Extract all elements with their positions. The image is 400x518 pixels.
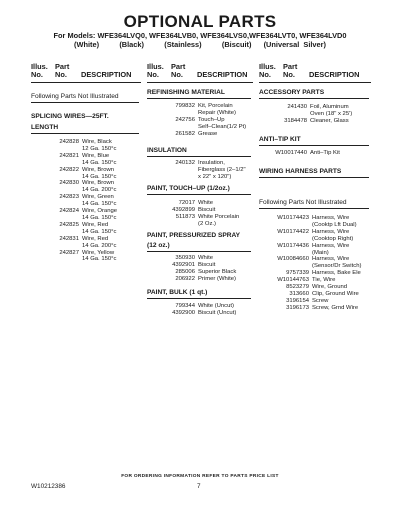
part-row	[31, 208, 141, 222]
color-list: (White) (Black) (Stainless) (Biscuit) (Universal Silver)	[74, 40, 326, 49]
part-row	[147, 303, 253, 310]
part-number: 350930	[175, 255, 195, 261]
part-row	[31, 167, 141, 181]
column-3	[259, 62, 371, 311]
part-row	[147, 160, 253, 181]
section-title-touchup: PAINT, TOUCH–UP (1/2oz.)	[147, 185, 251, 195]
part-row	[259, 284, 371, 291]
part-number: 313660	[289, 290, 309, 297]
header-illus: Illus. No.	[259, 62, 276, 80]
part-row	[31, 139, 141, 153]
not-illustrated-note: Following Parts Not Illustrated	[31, 93, 139, 103]
page-number: 7	[197, 483, 201, 490]
part-row	[31, 222, 141, 236]
part-number: W10174422	[277, 228, 309, 235]
part-row	[259, 229, 371, 243]
part-number: 3184478	[284, 117, 307, 124]
part-description: Touch–Up Self–Clean(1/2 Pt)	[198, 116, 247, 130]
part-number: 799832	[175, 103, 195, 109]
page-title: OPTIONAL PARTS	[123, 12, 277, 31]
part-number: 242827	[59, 249, 79, 256]
part-number: W10144763	[277, 277, 309, 284]
part-row	[31, 180, 141, 194]
part-row	[147, 103, 253, 117]
part-row	[259, 118, 371, 125]
part-description: Biscuit	[198, 261, 216, 268]
document-number: W10212386	[31, 483, 66, 490]
part-description: Wire, Orange 14 Ga. 150°c	[82, 208, 118, 221]
part-description: Harness, Wire (Cooktop Right)	[312, 228, 354, 242]
part-description: White	[198, 255, 214, 261]
part-description: Harness, Bake Ele	[312, 270, 361, 277]
part-row	[147, 276, 253, 283]
part-number: 285006	[175, 268, 195, 275]
part-description: Superior Black	[198, 268, 237, 275]
part-description: Tie, Wire	[312, 277, 336, 284]
part-row	[259, 298, 371, 305]
parts-list	[147, 303, 253, 317]
part-description: Wire, Yellow 14 Ga. 150°c	[82, 249, 117, 263]
column-header	[147, 63, 253, 83]
column-1	[31, 62, 141, 263]
parts-list	[259, 150, 371, 157]
part-number: 4392901	[172, 261, 195, 268]
part-row	[31, 250, 141, 264]
parts-list	[147, 160, 253, 181]
part-description: Harness, Wire (Sensor/Dr Switch)	[312, 256, 362, 270]
part-description: White Porcelain (2 Oz.)	[198, 213, 240, 227]
header-part: Part No.	[55, 62, 70, 80]
part-number: 242756	[175, 116, 195, 123]
part-description: Wire, Black 12 Ga. 150°c	[82, 139, 117, 152]
part-row	[259, 277, 371, 284]
header-illus: Illus. No.	[147, 62, 164, 80]
section-title-accessory: ACCESSORY PARTS	[259, 89, 369, 99]
part-number: 4392899	[172, 206, 195, 213]
part-number: 242821	[59, 152, 79, 159]
parts-list	[31, 139, 141, 263]
part-description: Screw	[312, 297, 329, 304]
part-row	[259, 305, 371, 312]
part-number: 206922	[175, 275, 195, 282]
part-number: 3196173	[286, 304, 309, 311]
part-description: Insulation, Fiberglass (2–1/2" x 22" x 120")	[198, 160, 246, 180]
part-row	[147, 200, 253, 207]
column-header	[31, 63, 141, 83]
section-title-refinishing: REFINISHING MATERIAL	[147, 89, 251, 99]
part-description: Wire, Ground	[312, 284, 348, 291]
part-description: Harness, Wire (Cooktp Lft Dual)	[312, 215, 357, 228]
part-row	[259, 270, 371, 277]
part-description: Kit, Porcelain Repair (White)	[198, 103, 236, 116]
part-description: Clip, Ground Wire	[312, 290, 359, 297]
section-title-splicing-length: LENGTH	[31, 124, 139, 134]
parts-list	[147, 255, 253, 283]
parts-list	[259, 215, 371, 312]
section-title-harness: WIRING HARNESS PARTS	[259, 168, 369, 178]
part-number: 9757339	[286, 270, 309, 277]
part-description: Wire, Red 14 Ga. 200°c	[82, 235, 117, 249]
part-row	[147, 255, 253, 262]
part-row	[31, 236, 141, 250]
part-description: Wire, Green 14 Ga. 150°c	[82, 194, 117, 208]
part-description: Harness, Wire (Main)	[312, 242, 350, 256]
part-row	[147, 269, 253, 276]
part-row	[147, 214, 253, 228]
part-description: Cleaner, Glass	[310, 117, 349, 124]
section-title-bulk: PAINT, BULK (1 qt.)	[147, 289, 251, 299]
part-number: 242828	[59, 139, 79, 145]
column-2	[147, 62, 253, 316]
part-row	[31, 153, 141, 167]
parts-list	[147, 103, 253, 138]
header-part: Part No.	[171, 62, 186, 80]
section-title-pressurized-size: (12 oz.)	[147, 242, 251, 252]
header-illus: Illus. No.	[31, 62, 48, 80]
part-number: 261582	[175, 130, 195, 137]
section-title-antitip: ANTI–TIP KIT	[259, 136, 369, 146]
part-row	[259, 291, 371, 298]
part-number: 511873	[175, 213, 195, 220]
part-number: 72017	[178, 200, 195, 206]
part-row	[147, 131, 253, 138]
part-row	[147, 310, 253, 317]
part-number: W10174436	[277, 242, 309, 249]
section-title-insulation: INSULATION	[147, 147, 251, 157]
part-description: Biscuit (Uncut)	[198, 309, 237, 316]
part-number: 799344	[175, 303, 195, 309]
part-number: 240132	[175, 160, 195, 166]
part-row	[147, 207, 253, 214]
part-description: Wire, Blue 14 Ga. 150°c	[82, 152, 117, 166]
part-number: 242824	[59, 208, 79, 215]
part-row	[259, 215, 371, 229]
part-number: 241430	[287, 104, 307, 110]
part-description: Wire, Red 14 Ga. 150°c	[82, 221, 117, 235]
part-description: Wire, Brown 14 Ga. 200°c	[82, 180, 117, 194]
part-row	[147, 117, 253, 131]
part-number: 242830	[59, 180, 79, 187]
part-description: White (Uncut)	[198, 303, 235, 309]
part-row	[31, 194, 141, 208]
part-description: Screw, Grnd Wire	[312, 304, 359, 311]
part-number: W10084660	[277, 256, 309, 263]
header-description: DESCRIPTION	[309, 70, 360, 80]
part-description: Wire, Brown 14 Ga. 150°c	[82, 166, 117, 180]
part-number: W10174423	[277, 215, 309, 221]
header-description: DESCRIPTION	[81, 70, 132, 80]
part-description: Grease	[198, 130, 218, 137]
part-number: 242831	[59, 235, 79, 242]
section-title-splicing: SPLICING WIRES—25FT.	[31, 113, 109, 120]
model-list: For Models: WFE364LVQ0, WFE364LVB0, WFE364LVS0,WFE364LVT0, WFE364LVD0	[53, 31, 347, 40]
column-header	[259, 63, 371, 83]
part-row	[259, 243, 371, 257]
part-description: Anti–Tip Kit	[310, 150, 340, 156]
part-number: W10017440	[275, 150, 307, 156]
not-illustrated-note: Following Parts Not Illustrated	[259, 199, 369, 209]
parts-list	[259, 104, 371, 125]
part-number: 242823	[59, 194, 79, 201]
part-row	[259, 104, 371, 118]
ordering-info: FOR ORDERING INFORMATION REFER TO PARTS PRICE LIST	[121, 474, 279, 479]
part-description: Foil, Aluminum Oven (18" x 25')	[310, 104, 353, 117]
part-description: Biscuit	[198, 206, 216, 213]
part-number: 4392900	[172, 309, 195, 316]
part-row	[259, 150, 371, 157]
part-description: Primer (White)	[198, 275, 236, 282]
part-description: White	[198, 200, 214, 206]
section-title-pressurized: PAINT, PRESSURIZED SPRAY	[147, 232, 241, 239]
header-description: DESCRIPTION	[197, 70, 248, 80]
part-number: 242825	[59, 221, 79, 228]
part-number: 242822	[59, 166, 79, 173]
header-part: Part No.	[283, 62, 298, 80]
part-number: 3196154	[286, 297, 309, 304]
part-number: 8523279	[286, 284, 309, 291]
part-row	[259, 256, 371, 270]
parts-list	[147, 200, 253, 228]
part-row	[147, 262, 253, 269]
